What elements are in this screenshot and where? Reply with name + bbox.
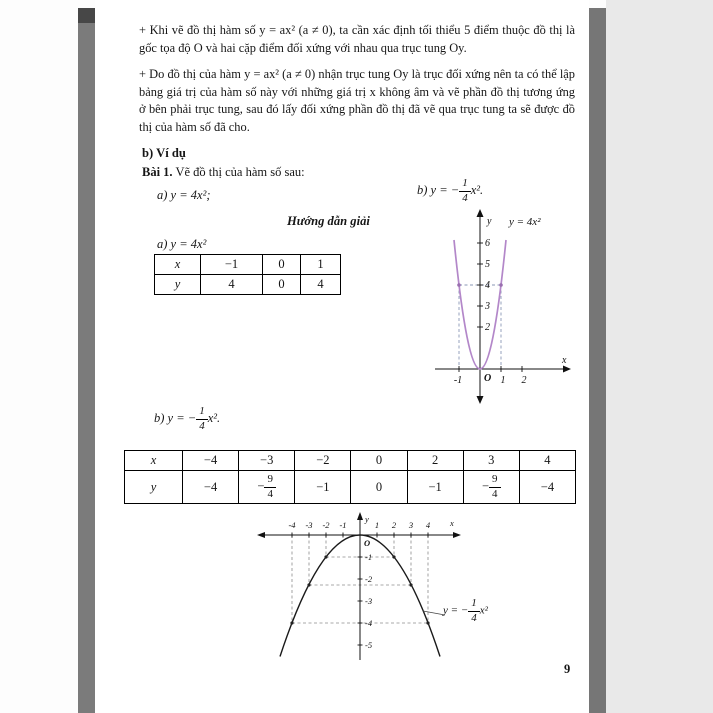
page-body xyxy=(95,0,589,713)
formula-item-b xyxy=(417,178,483,204)
x-tick--4: -4 xyxy=(288,520,296,530)
y-tick--3: -3 xyxy=(365,596,373,606)
point-minus3 xyxy=(307,583,310,586)
sol-b-lhs: y = − xyxy=(167,410,197,425)
x-tick-2: 2 xyxy=(521,375,527,386)
curve-equation-label: y = − $\frac{1}{4}$ x² xyxy=(443,597,488,624)
axes xyxy=(257,512,461,660)
item-b-rhs: x². xyxy=(470,182,484,197)
scan-border-right xyxy=(589,8,606,713)
solution-guide-title: Hướng dẫn giải xyxy=(287,214,370,228)
fraction-1-4: $\frac{1}{4}$ xyxy=(468,598,480,624)
fraction-9-4: $\frac{9}{4}$ xyxy=(264,474,276,500)
table-cell: −1 xyxy=(407,471,463,504)
table-cell: 4 xyxy=(201,275,263,295)
y-tick--1: -1 xyxy=(365,552,373,562)
table-cell: x xyxy=(155,255,201,275)
exercise-label: Bài 1. xyxy=(142,165,173,179)
table-b-row-y xyxy=(125,471,576,504)
label-pointer-line xyxy=(423,611,445,615)
value-table-b xyxy=(124,450,576,504)
y-tick--2: -2 xyxy=(365,574,373,584)
table-cell: − $\frac{9}{4}$ xyxy=(463,471,519,504)
item-b-lhs: y = − xyxy=(430,182,460,197)
y-tick-6: 6 xyxy=(485,238,490,249)
exercise-statement xyxy=(142,165,305,180)
origin-label: O xyxy=(484,373,492,384)
table-cell: 2 xyxy=(407,451,463,471)
exercise-text: Vẽ đồ thị của hàm số sau: xyxy=(175,165,305,179)
x-axis-label: x xyxy=(450,518,454,528)
y-axis-label: y xyxy=(365,514,369,524)
table-cell: 1 xyxy=(301,255,341,275)
table-cell: 0 xyxy=(351,451,407,471)
x-tick--3: -3 xyxy=(305,520,313,530)
parabola-up-plot xyxy=(423,208,575,415)
table-cell: 3 xyxy=(463,451,519,471)
origin-label: O xyxy=(364,538,371,548)
x-tick--1: -1 xyxy=(339,520,347,530)
x-tick-3: 3 xyxy=(408,520,414,530)
table-cell: −4 xyxy=(519,471,575,504)
table-cell: − $\frac{9}{4}$ xyxy=(239,471,295,504)
solution-b-label xyxy=(154,406,220,432)
point-minus2 xyxy=(324,555,327,558)
x-tick--2: -2 xyxy=(322,520,330,530)
table-b-row-x xyxy=(125,451,576,471)
x-tick-2: 2 xyxy=(391,520,397,530)
y-tick-3: 3 xyxy=(485,301,490,312)
scan-border-left xyxy=(78,8,95,713)
table-cell: 4 xyxy=(301,275,341,295)
table-cell: 0 xyxy=(263,255,301,275)
paragraph-plot-rule-2: + Do đồ thị của hàm y = ax² (a ≠ 0) nhận trục tung Oy là trục đối xứng nên ta có thể lập bảng giá trị của hàm số này với những giá trị x không âm và vẽ phần đồ thị tương ứng ở bên phải trục tung, sau đó lấy đối xứng phần đồ thị đã vẽ qua trục tung ta sẽ được đồ thị của hàm số đã cho. xyxy=(139,67,575,135)
x-tick-1: 1 xyxy=(500,375,506,386)
table-cell: 4 xyxy=(519,451,575,471)
parabola-down-plot xyxy=(245,510,495,672)
y-tick-5: 5 xyxy=(485,259,490,270)
x-tick-minus1: -1 xyxy=(453,375,463,386)
curve-equation-label: y = 4x² xyxy=(509,216,541,228)
sol-b-rhs: x². xyxy=(207,410,221,425)
fraction-9-4: $\frac{9}{4}$ xyxy=(489,474,501,500)
formula-item-a: a) y = 4x²; xyxy=(157,188,211,202)
point-1-4 xyxy=(499,283,503,287)
x-tick-1: 1 xyxy=(374,520,380,530)
table-cell: 0 xyxy=(263,275,301,295)
solution-a-label: a) y = 4x² xyxy=(157,237,207,251)
graph-parabola-down xyxy=(245,510,507,674)
table-cell: −2 xyxy=(295,451,351,471)
table-cell: y xyxy=(125,471,183,504)
paragraph-plot-rule-1: + Khi vẽ đồ thị hàm số y = ax² (a ≠ 0), ta cần xác định tối thiểu 5 điểm thuộc đồ thị là gốc tọa độ O và hai cặp điểm đối xứng với nhau qua trục tung Oy. xyxy=(139,23,575,55)
table-cell: −1 xyxy=(295,471,351,504)
value-table-a xyxy=(154,254,341,295)
table-cell: −3 xyxy=(239,451,295,471)
sol-b-marker: b) xyxy=(154,410,165,425)
table-cell: y xyxy=(155,275,201,295)
y-tick-2: 2 xyxy=(485,322,490,333)
fraction-1-4: $\frac{1}{4}$ xyxy=(196,406,208,432)
axis-ticks xyxy=(459,243,522,372)
y-tick-4: 4 xyxy=(485,280,490,291)
y-tick--5: -5 xyxy=(365,640,373,650)
point-minus4 xyxy=(290,621,293,624)
heading-example: b) Ví dụ xyxy=(142,146,186,160)
point-3 xyxy=(409,583,412,586)
graph-parabola-up xyxy=(423,208,575,415)
page-number: 9 xyxy=(564,662,571,676)
point-2 xyxy=(392,555,395,558)
table-cell: 0 xyxy=(351,471,407,504)
x-axis-label: x xyxy=(562,355,567,366)
table-cell: −4 xyxy=(183,471,239,504)
point-minus1-4 xyxy=(457,283,461,287)
y-axis-label: y xyxy=(487,216,492,227)
item-b-marker: b) xyxy=(417,182,428,197)
scan-margin-right xyxy=(606,0,713,713)
table-a-row-y xyxy=(155,275,341,295)
point-4 xyxy=(426,621,429,624)
x-tick-4: 4 xyxy=(425,520,431,530)
table-cell: −1 xyxy=(201,255,263,275)
table-cell: −4 xyxy=(183,451,239,471)
y-tick--4: -4 xyxy=(365,618,373,628)
table-cell: x xyxy=(125,451,183,471)
fraction-1-4: $\frac{1}{4}$ xyxy=(459,178,471,204)
table-a-row-x xyxy=(155,255,341,275)
